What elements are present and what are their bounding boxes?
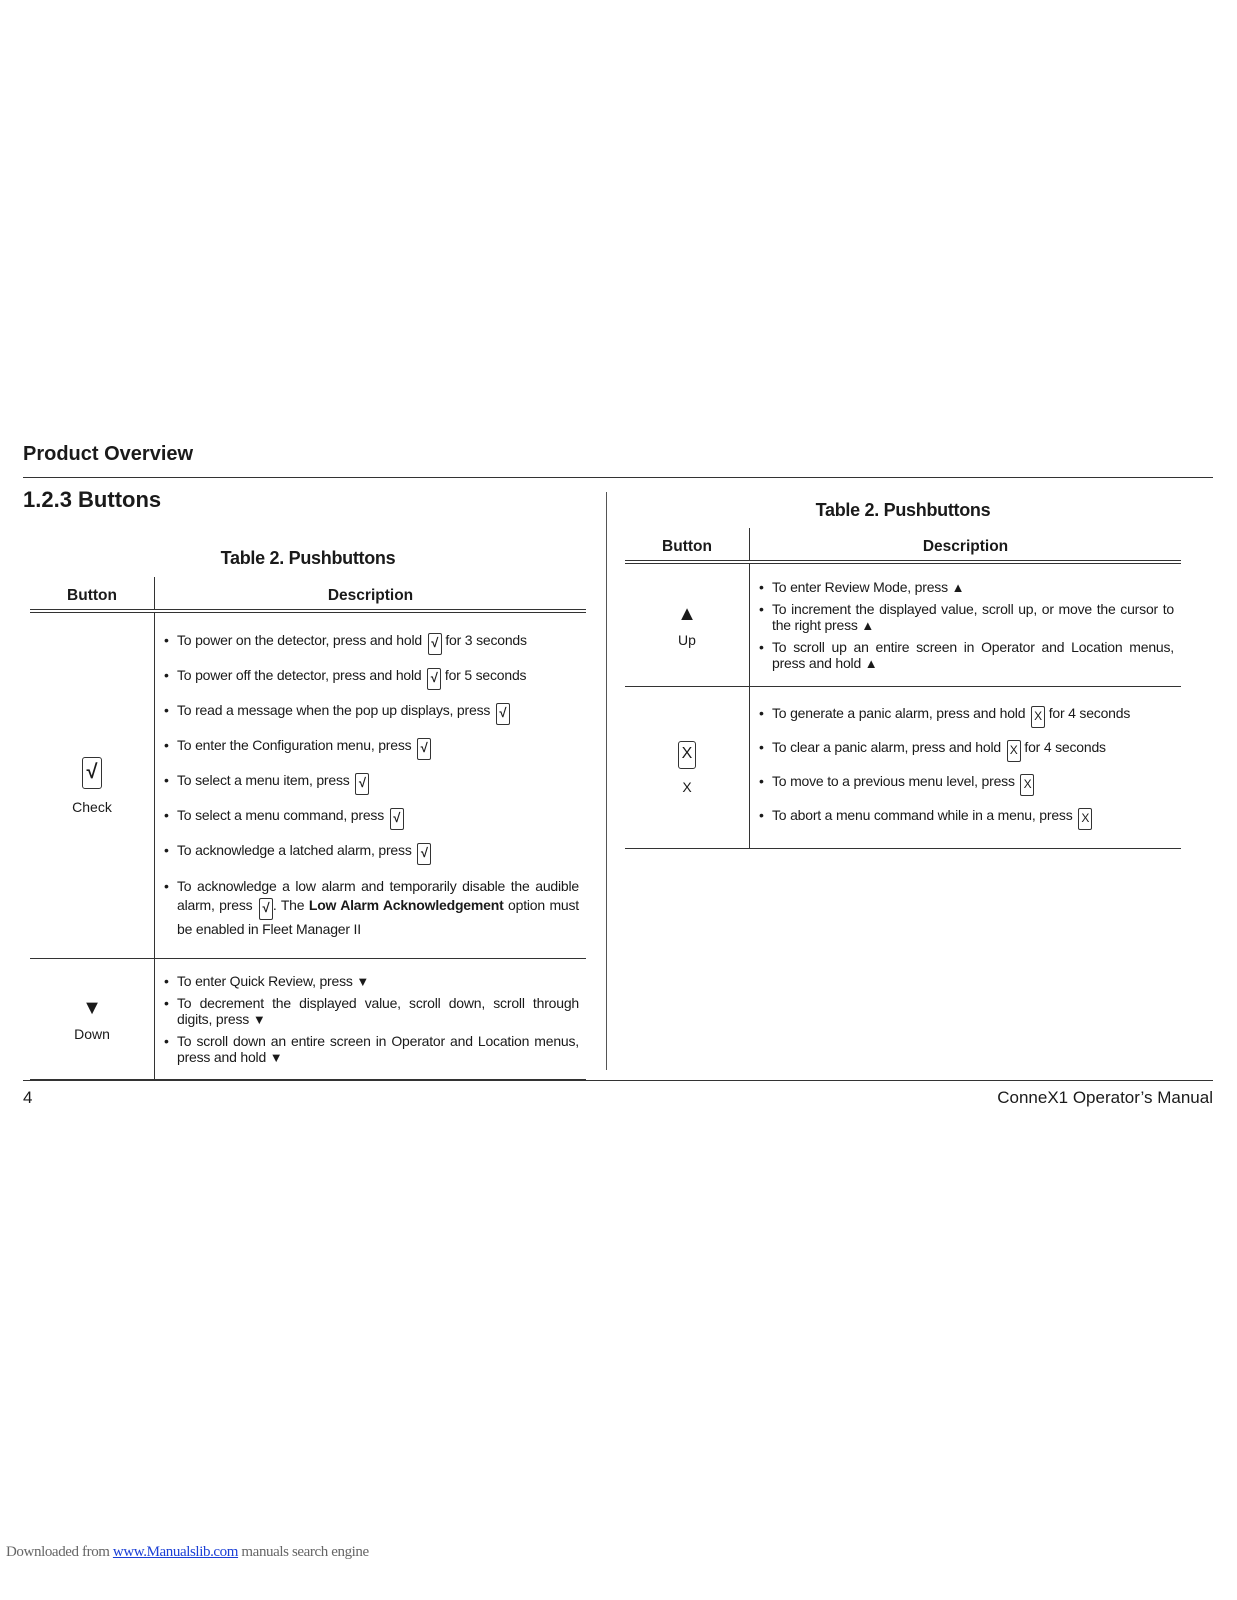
down-arrow-icon: ▼ [356,973,370,989]
x-button-icon: X [678,741,696,769]
page-heading: 1.2.3 Buttons [23,487,162,512]
button-label-up: Up [678,632,696,648]
header-rule [23,477,1213,478]
up-arrow-icon: ▲ [677,603,697,625]
pushbuttons-table-right [625,528,1181,849]
x-icon: X [1078,808,1092,830]
button-cell-check [30,611,155,959]
down-arrow-icon: ▼ [252,1011,266,1027]
description-cell-up [750,562,1182,687]
check-icon: √ [428,633,442,655]
x-icon: X [1007,740,1021,762]
list-item: • To enter Quick Review, press ▼ [164,973,579,990]
check-icon: √ [427,668,441,690]
list-item: • To decrement the displayed value, scroll down, scroll through digits, press ▼ [164,995,579,1028]
column-header-button: Button [30,577,155,611]
column-header-button: Button [625,528,750,562]
list-item: • To acknowledge a latched alarm, press √ [164,842,579,865]
download-suffix: manuals search engine [238,1544,369,1560]
up-arrow-icon: ▲ [864,655,878,671]
column-header-description: Description [750,528,1182,562]
down-arrow-icon: ▼ [269,1049,283,1065]
section-header: Product Overview [23,443,194,465]
check-button-icon: √ [82,757,102,789]
column-header-description: Description [155,577,587,611]
check-icon: √ [496,703,510,725]
list-item: • To read a message when the pop up displays, press √ [164,702,579,725]
page-number: 4 [23,1088,33,1107]
column-divider [606,492,607,1070]
button-label-check: Check [72,798,112,815]
down-arrow-icon: ▼ [82,997,102,1019]
up-arrow-icon: ▲ [951,579,965,595]
table-row-x [625,687,1181,849]
up-arrow-icon: ▲ [861,617,875,633]
list-item: • To move to a previous menu level, press X [759,773,1174,796]
list-item: • To power on the detector, press and hold √ for 3 seconds [164,632,579,655]
button-cell-x [625,687,750,849]
footer-rule [23,1080,1213,1081]
list-item: • To increment the displayed value, scroll up, or move the cursor to the right press ▲ [759,601,1174,634]
manualslib-link[interactable]: www.Manualslib.com [112,1544,239,1560]
manual-title: ConneX1 Operator’s Manual [997,1088,1213,1107]
button-cell-down [30,959,155,1080]
option-name: Low Alarm Acknowledgement [308,897,504,913]
description-cell-down [155,959,587,1080]
list-item: • To enter the Configuration menu, press √ [164,737,579,760]
table-caption-right: Table 2. Pushbuttons [815,500,991,520]
x-icon: X [1020,774,1034,796]
check-icon: √ [390,808,404,830]
check-icon: √ [417,843,431,865]
list-item: • To abort a menu command while in a menu, press X [759,807,1174,830]
table-caption-left: Table 2. Pushbuttons [220,548,396,568]
list-item: • To enter Review Mode, press ▲ [759,579,1174,596]
list-item: • To clear a panic alarm, press and hold X for 4 seconds [759,739,1174,762]
download-notice [6,1544,369,1561]
description-cell-check [155,611,587,959]
check-icon: √ [355,773,369,795]
list-item: • To select a menu item, press √ [164,772,579,795]
download-prefix: Downloaded from [6,1544,113,1560]
list-item: • To scroll up an entire screen in Operator and Location menus, press and hold ▲ [759,639,1174,672]
table-row-up [625,562,1181,687]
description-cell-x [750,687,1182,849]
check-icon: √ [417,738,431,760]
x-icon: X [1031,706,1045,728]
button-label-down: Down [74,1026,110,1042]
list-item: • To select a menu command, press √ [164,807,579,830]
list-item: • To power off the detector, press and hold √ for 5 seconds [164,667,579,690]
button-label-x: X [682,778,692,795]
list-item: • To acknowledge a low alarm and temporarily disable the audible alarm, press √ . The Low Alarm Acknowledgement option must be enabled in Fleet Manager II [164,877,579,939]
list-item: • To generate a panic alarm, press and hold X for 4 seconds [759,705,1174,728]
pushbuttons-table-left [30,577,586,1080]
list-item: • To scroll down an entire screen in Operator and Location menus, press and hold ▼ [164,1033,579,1066]
check-icon: √ [259,898,273,920]
table-row-check [30,611,586,959]
table-row-down [30,959,586,1080]
button-cell-up [625,562,750,687]
